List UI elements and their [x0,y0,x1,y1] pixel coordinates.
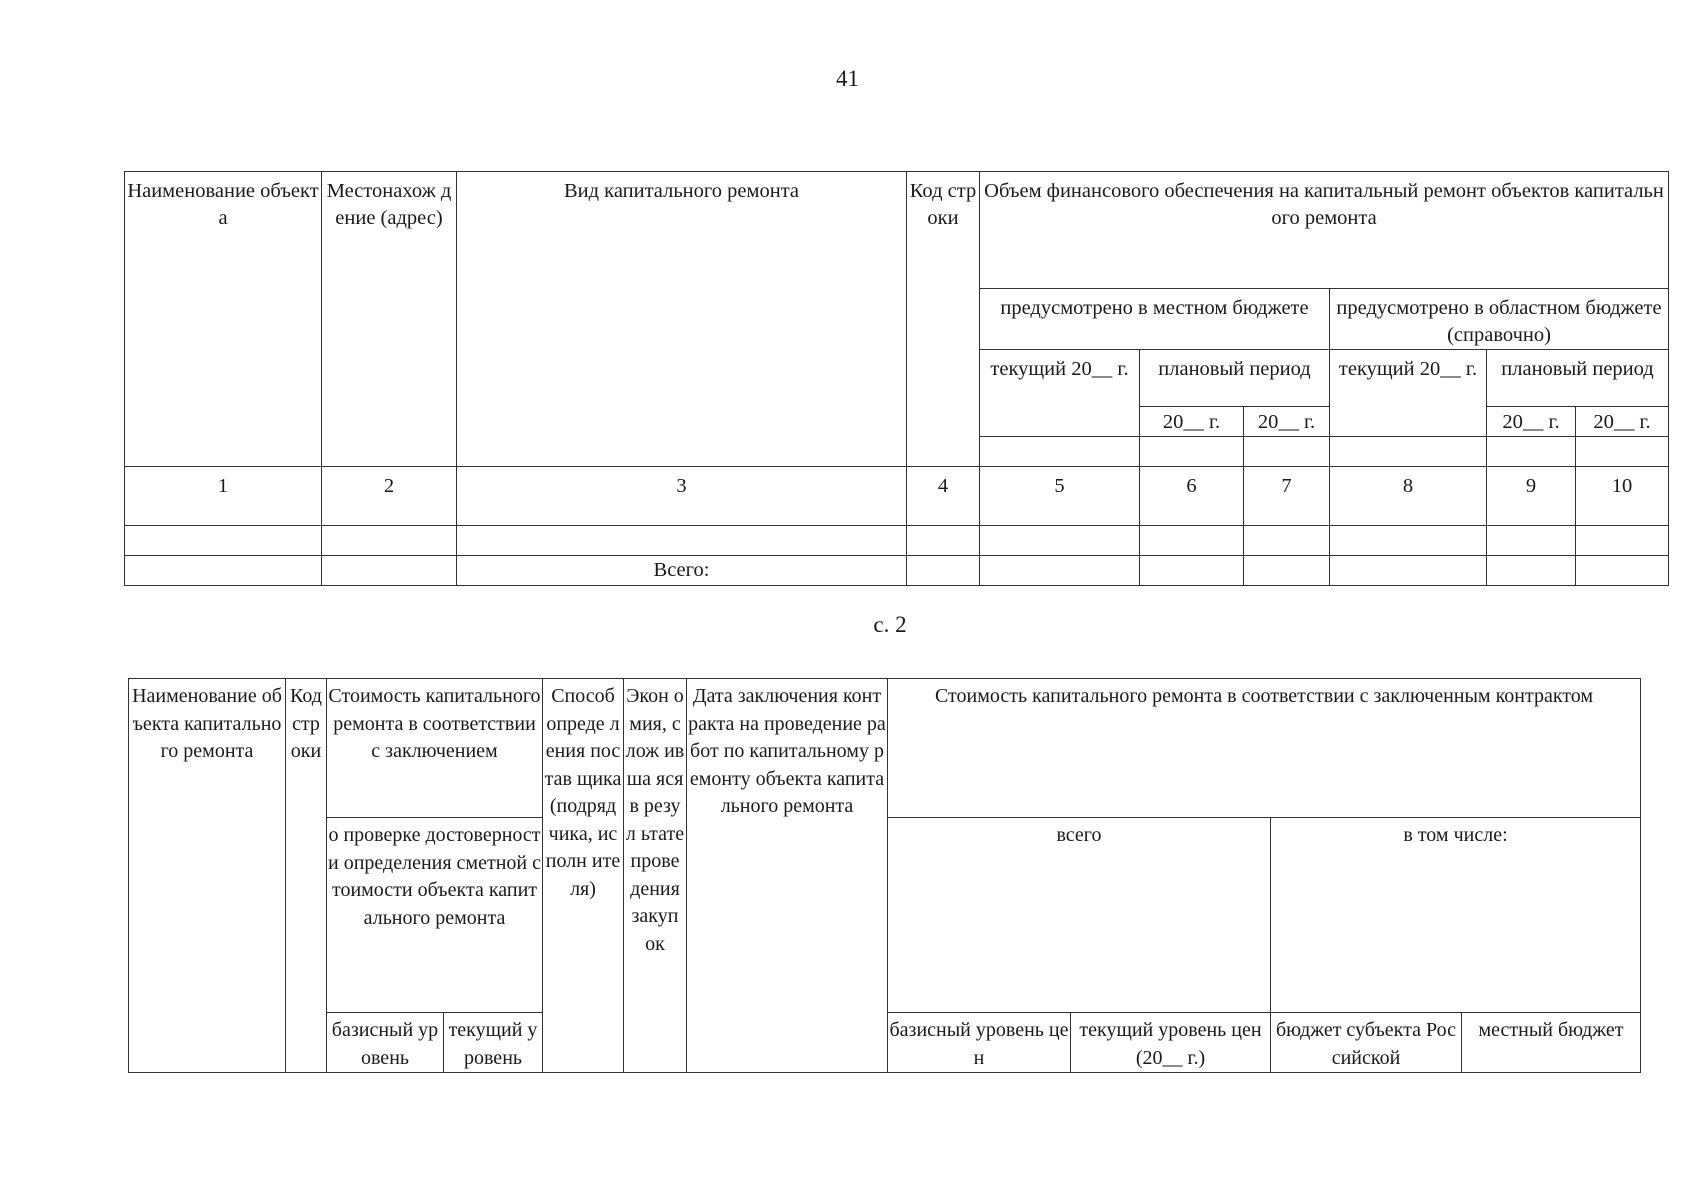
header-line-code: Код строки [907,172,980,467]
header-supplier-method: Способ опреде ления постав щика (подряд чика, исполн ителя) [543,679,624,1073]
table-cell[interactable] [1330,556,1487,586]
header-spacer-cell [980,437,1140,467]
column-number: 2 [322,467,457,526]
header-cost-by-conclusion: Стоимость капитального ремонта в соответствии с заключением [327,679,543,818]
table-cell[interactable] [1244,526,1330,556]
total-row [125,556,1669,586]
header-base-price-level: базисный уровень цен [888,1013,1071,1073]
header-spacer-cell [1330,437,1487,467]
header-local-budget: предусмотрено в местном бюджете [980,289,1330,350]
column-number: 9 [1487,467,1576,526]
header-local-current-year: текущий 20__ г. [980,350,1140,437]
header-regional-budget: предусмотрено в областном бюджете (справочно) [1330,289,1669,350]
header-funding-volume: Объем финансового обеспечения на капитальный ремонт объектов капитального ремонта [980,172,1669,289]
table-cell[interactable] [457,526,907,556]
header-contract-date: Дата заключения контракта на проведение работ по капитальному ремонту объекта капитального ремонта [687,679,888,1073]
header-local-year-1: 20__ г. [1140,407,1244,437]
header-savings: Экон омия, слож ивша яся в резул ьтате прове дения закуп ок [624,679,687,1073]
table-cell[interactable] [1140,526,1244,556]
header-subject-budget: бюджет субъекта Российской [1271,1013,1462,1073]
table-cell[interactable] [1576,526,1669,556]
table-cell[interactable] [1487,556,1576,586]
total-label: Всего: [457,556,907,586]
table-cell[interactable] [1576,556,1669,586]
contract-cost-table [128,678,1641,1073]
table-cell[interactable] [322,556,457,586]
page-number: 41 [836,66,859,91]
header-regional-current-year: текущий 20__ г. [1330,350,1487,437]
header-regional-year-1: 20__ г. [1487,407,1576,437]
table-cell[interactable] [907,556,980,586]
table-cell[interactable] [1244,556,1330,586]
header-line-code: Код стр оки [286,679,327,1073]
column-number-row [125,467,1669,526]
table-cell[interactable] [125,556,322,586]
header-spacer-cell [1140,437,1244,467]
header-regional-year-2: 20__ г. [1576,407,1669,437]
header-repair-type: Вид капитального ремонта [457,172,907,467]
header-local-planned-period: плановый период [1140,350,1330,407]
column-number: 4 [907,467,980,526]
table-cell[interactable] [980,526,1140,556]
header-cost-verification: о проверке достоверности определения сметной стоимости объекта капитального ремонта [327,818,543,1013]
table-row [125,526,1669,556]
column-number: 8 [1330,467,1487,526]
table-cell[interactable] [1487,526,1576,556]
header-base-level: базисный уровень [327,1013,444,1073]
header-regional-planned-period: плановый период [1487,350,1669,407]
header-contract-cost: Стоимость капитального ремонта в соответствии с заключенным контрактом [888,679,1641,818]
table-cell[interactable] [322,526,457,556]
header-current-price-level: текущий уровень цен (20__ г.) [1071,1013,1271,1073]
header-spacer-cell [1576,437,1669,467]
table-cell[interactable] [125,526,322,556]
column-number: 5 [980,467,1140,526]
table-cell[interactable] [907,526,980,556]
header-spacer-cell [1244,437,1330,467]
column-number: 3 [457,467,907,526]
header-current-level: текущий уровень [444,1013,543,1073]
column-number: 1 [125,467,322,526]
header-object-name: Наименование объекта [125,172,322,467]
header-location: Местонахож дение (адрес) [322,172,457,467]
column-number: 6 [1140,467,1244,526]
table-cell[interactable] [980,556,1140,586]
column-number: 10 [1576,467,1669,526]
header-local-year-2: 20__ г. [1244,407,1330,437]
header-spacer-cell [1487,437,1576,467]
capital-repair-funding-table [124,171,1669,586]
header-total: всего [888,818,1271,1013]
header-including: в том числе: [1271,818,1641,1013]
header-object-name: Наименование объекта капитального ремонта [129,679,286,1073]
table-cell[interactable] [1330,526,1487,556]
section-label: с. 2 [873,612,907,637]
header-local-budget: местный бюджет [1462,1013,1641,1073]
column-number: 7 [1244,467,1330,526]
table-cell[interactable] [1140,556,1244,586]
